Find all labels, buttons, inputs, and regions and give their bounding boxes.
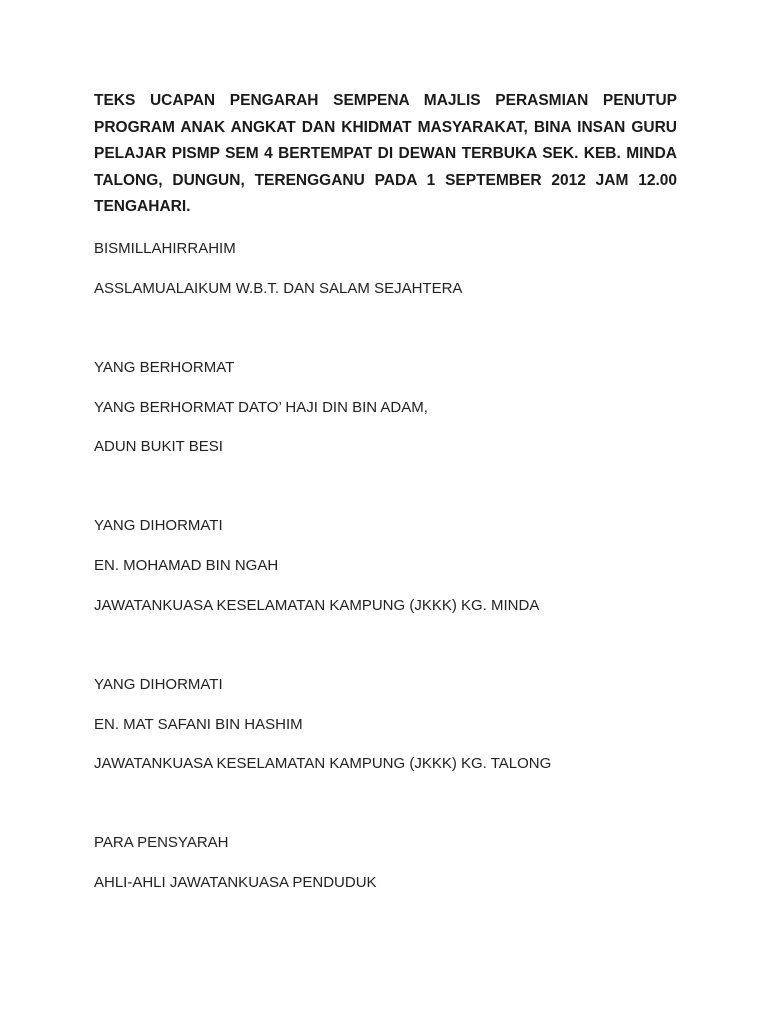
title-line-5: TENGAHARI. [94, 198, 191, 215]
salutation-heading-1: YANG BERHORMAT [94, 359, 235, 376]
salutation-name-1: YANG BERHORMAT DATO’ HAJI DIN BIN ADAM, [94, 399, 428, 416]
salutation-title-3: JAWATANKUASA KESELAMATAN KAMPUNG (JKKK) KG. TALONG [94, 755, 552, 772]
title-line-4: TALONG, DUNGUN, TERENGGANU PADA 1 SEPTEMBER 2012 JAM 12.00 [94, 171, 677, 189]
opening-greeting: ASSLAMUALAIKUM W.B.T. DAN SALAM SEJAHTERA [94, 280, 463, 297]
salutation-name-3: EN. MAT SAFANI BIN HASHIM [94, 716, 303, 733]
opening-bismillah: BISMILLAHIRRAHIM [94, 240, 236, 257]
salutation-committee: AHLI-AHLI JAWATANKUASA PENDUDUK [94, 874, 377, 891]
salutation-name-2: EN. MOHAMAD BIN NGAH [94, 557, 279, 574]
salutation-title-2: JAWATANKUASA KESELAMATAN KAMPUNG (JKKK) KG. MINDA [94, 597, 540, 614]
speech-title [94, 88, 677, 221]
salutation-title-1: ADUN BUKIT BESI [94, 438, 223, 455]
salutation-heading-3: YANG DIHORMATI [94, 676, 223, 693]
title-line-1: TEKS UCAPAN PENGARAH SEMPENA MAJLIS PERASMIAN PENUTUP [94, 92, 677, 109]
title-line-2: PROGRAM ANAK ANGKAT DAN KHIDMAT MASYARAKAT, BINA INSAN GURU [94, 118, 677, 136]
salutation-lecturers: PARA PENSYARAH [94, 834, 229, 851]
title-line-3: PELAJAR PISMP SEM 4 BERTEMPAT DI DEWAN TERBUKA SEK. KEB. MINDA [94, 145, 677, 162]
salutation-heading-2: YANG DIHORMATI [94, 517, 223, 534]
